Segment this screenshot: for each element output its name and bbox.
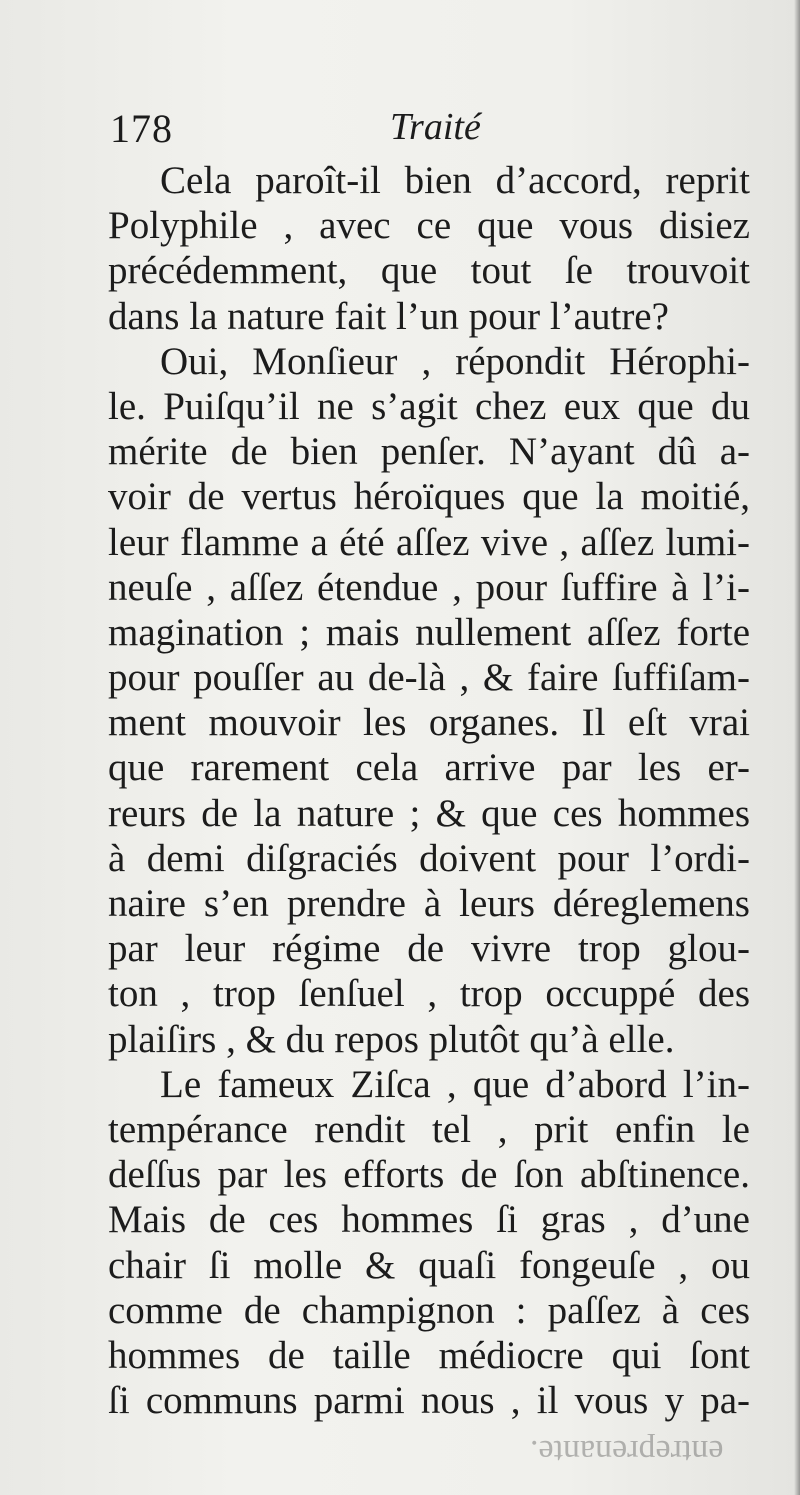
text-line: voir de vertus héroïques que la moitié, [108, 475, 750, 519]
page-edge-shadow [794, 0, 800, 1495]
text-line: précédemment, que tout ſe trouvoit [108, 249, 750, 293]
bleed-through-text: entreprenante. [530, 1433, 724, 1470]
text-line: Cela paroît-il bien d’accord, reprit [160, 159, 750, 202]
text-line: ment mouvoir les organes. Il eſt vrai [108, 701, 750, 745]
text-line: que rarement cela arrive par les er- [108, 746, 750, 790]
text-line: leur flamme a été aſſez vive , aſſez lumi- [108, 520, 750, 564]
text-line: deſſus par les efforts de ſon abſtinence. [108, 1153, 750, 1197]
text-line: hommes de taille médiocre qui ſont [108, 1333, 750, 1377]
text-line: Mais de ces hommes ſi gras , d’une [108, 1198, 750, 1242]
page-number: 178 [110, 106, 173, 151]
text-line: neuſe , aſſez étendue , pour ſuffire à l’i- [108, 565, 750, 609]
text-line: Le fameux Ziſca , que d’abord l’in- [160, 1062, 750, 1106]
text-line: Oui, Monſieur , répondit Hérophi- [160, 339, 750, 383]
text-line: ſi communs parmi nous , il vous y pa- [108, 1379, 750, 1423]
text-line: comme de champignon : paſſez à ces [108, 1288, 750, 1332]
text-line: dans la nature fait l’un pour l’autre? [108, 294, 669, 338]
text-line: pour pouſſer au de-là , & faire ſuffiſam- [108, 656, 750, 700]
text-line: ton , trop ſenſuel , trop occuppé des [108, 972, 750, 1016]
text-line: plaiſirs , & du repos plutôt qu’à elle. [108, 1017, 675, 1061]
text-line: naire s’en prendre à leurs déreglemens [108, 882, 750, 925]
text-line: mérite de bien penſer. N’ayant dû a- [108, 430, 750, 474]
text-line: à demi diſgraciés doivent pour l’ordi- [108, 836, 750, 880]
text-line: le. Puiſqu’il ne s’agit chez eux que du [108, 384, 750, 428]
text-line: magination ; mais nullement aſſez forte [108, 610, 750, 654]
body-text [108, 158, 750, 1423]
text-line: tempérance rendit tel , prit enfin le [108, 1107, 750, 1151]
running-title: Traité [390, 106, 481, 148]
text-line: chair ſi molle & quaſi fongeuſe , ou [108, 1243, 750, 1287]
text-line: Polyphile , avec ce que vous disiez [108, 204, 750, 248]
running-head [110, 105, 750, 155]
text-line: par leur régime de vivre trop glou- [108, 927, 750, 971]
text-line: reurs de la nature ; & que ces hommes [108, 791, 750, 835]
